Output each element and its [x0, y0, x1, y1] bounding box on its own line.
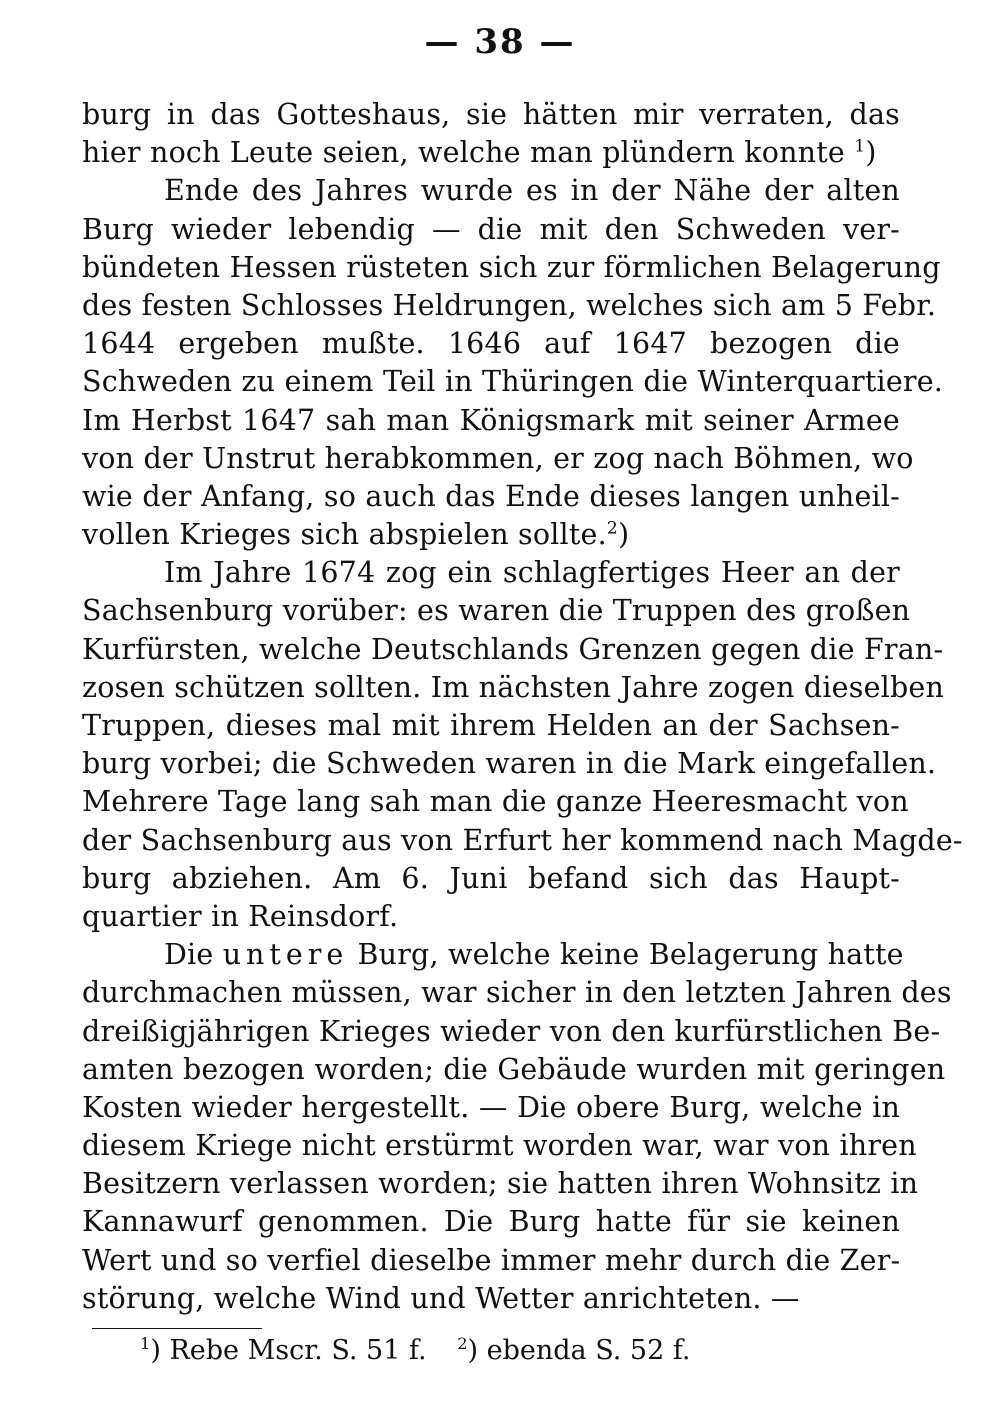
footnote-1-marker: 1 — [140, 1334, 151, 1353]
text-line-19: Mehrere Tage lang sah man die ganze Heeresmacht von — [82, 785, 909, 819]
text-line-12 — [82, 516, 900, 554]
text-line-7: 1644 ergeben mußte. 1646 auf 1647 bezogen die — [82, 327, 900, 361]
footnote-2 — [457, 1334, 690, 1368]
text-line-4: Burg wieder lebendig — die mit den Schweden ver- — [82, 212, 900, 246]
text-line-10: von der Unstrut herabkommen, er zog nach Böhmen, wo — [82, 441, 914, 475]
text-line-17: Truppen, dieses mal mit ihrem Helden an der Sachsen- — [82, 709, 900, 742]
text-line-2 — [82, 134, 900, 172]
emphasized-word: untere — [222, 938, 349, 972]
text-line-13: Im Jahre 1674 zog ein schlagfertiges Heer an der — [164, 556, 900, 590]
footnote-1-text: Rebe Mscr. S. 51 f. — [169, 1335, 427, 1366]
text-line-12-main: vollen Krieges sich abspielen sollte. — [82, 518, 607, 552]
text-line-16: zosen schützen sollten. Im nächsten Jahre zogen dieselben — [82, 670, 945, 704]
text-line-8: Schweden zu einem Teil in Thüringen die Winterquartiere. — [82, 365, 944, 399]
text-line-9: Im Herbst 1647 sah man Königsmark mit seiner Armee — [82, 403, 900, 437]
text-line-14: Sachsenburg vorüber: es waren die Truppen des großen — [82, 594, 911, 628]
text-line-24: durchmachen müssen, war sicher in den letzten Jahren des — [82, 976, 952, 1010]
text-line-3: Ende des Jahres wurde es in der Nähe der alten — [164, 174, 900, 208]
text-line-28: diesem Kriege nicht erstürmt worden war, war von ihren — [82, 1129, 917, 1163]
text-line-2-main: hier noch Leute seien, welche man plündern konnte — [82, 136, 845, 170]
footnote-reference-1-close: ) — [865, 136, 877, 170]
text-line-15: Kurfürsten, welche Deutschlands Grenzen gegen die Fran- — [82, 632, 944, 666]
body-text — [82, 96, 963, 1318]
footnote-reference-2-close: ) — [617, 518, 630, 552]
text-line-27: Kosten wieder hergestellt. — Die obere Burg, welche in — [82, 1090, 900, 1124]
text-line-18: burg vorbei; die Schweden waren in die Mark eingefallen. — [82, 747, 937, 781]
footnote-1 — [140, 1334, 427, 1368]
text-line-5: bündeten Hessen rüsteten sich zur förmlichen Belagerung — [82, 250, 941, 284]
text-line-6: des festen Schlosses Heldrungen, welches sich am 5 Febr. — [82, 288, 937, 322]
text-line-23-end: Burg, welche keine Belagerung hatte — [357, 938, 904, 972]
text-line-22: quartier in Reinsdorf. — [82, 899, 399, 933]
footnote-2-marker: 2 — [457, 1334, 468, 1353]
text-line-32: störung, welche Wind und Wetter anrichteten. — — [82, 1281, 800, 1315]
text-line-23-start: Die — [164, 938, 214, 972]
footnote-reference-2: 2 — [606, 518, 618, 539]
text-line-30: Kannawurf genommen. Die Burg hatte für sie keinen — [82, 1205, 900, 1239]
text-line-11: wie der Anfang, so auch das Ende dieses langen unheil- — [82, 479, 900, 513]
footnote-2-text: ebenda S. 52 f. — [486, 1335, 691, 1366]
text-line-31: Wert und so verfiel dieselbe immer mehr durch die Zer- — [82, 1243, 901, 1277]
footnotes — [140, 1334, 900, 1368]
footnote-reference-1: 1 — [854, 136, 866, 157]
text-line-23 — [82, 936, 904, 974]
text-line-20: der Sachsenburg aus von Erfurt her kommend nach Magde- — [82, 823, 963, 857]
footnote-2-marker-close: ) — [467, 1335, 479, 1366]
text-line-29: Besitzern verlassen worden; sie hatten ihren Wohnsitz in — [82, 1167, 919, 1201]
text-line-21: burg abziehen. Am 6. Juni befand sich das Haupt- — [82, 861, 900, 895]
text-line-1: burg in das Gotteshaus, sie hätten mir verraten, das — [82, 98, 900, 131]
text-line-25: dreißigjährigen Krieges wieder von den kurfürstlichen Be- — [82, 1014, 941, 1048]
footnote-1-marker-close: ) — [150, 1335, 161, 1366]
page-number: — 38 — — [424, 22, 576, 62]
text-line-26: amten bezogen worden; die Gebäude wurden mit geringen — [82, 1052, 946, 1086]
footnote-divider — [92, 1328, 262, 1329]
